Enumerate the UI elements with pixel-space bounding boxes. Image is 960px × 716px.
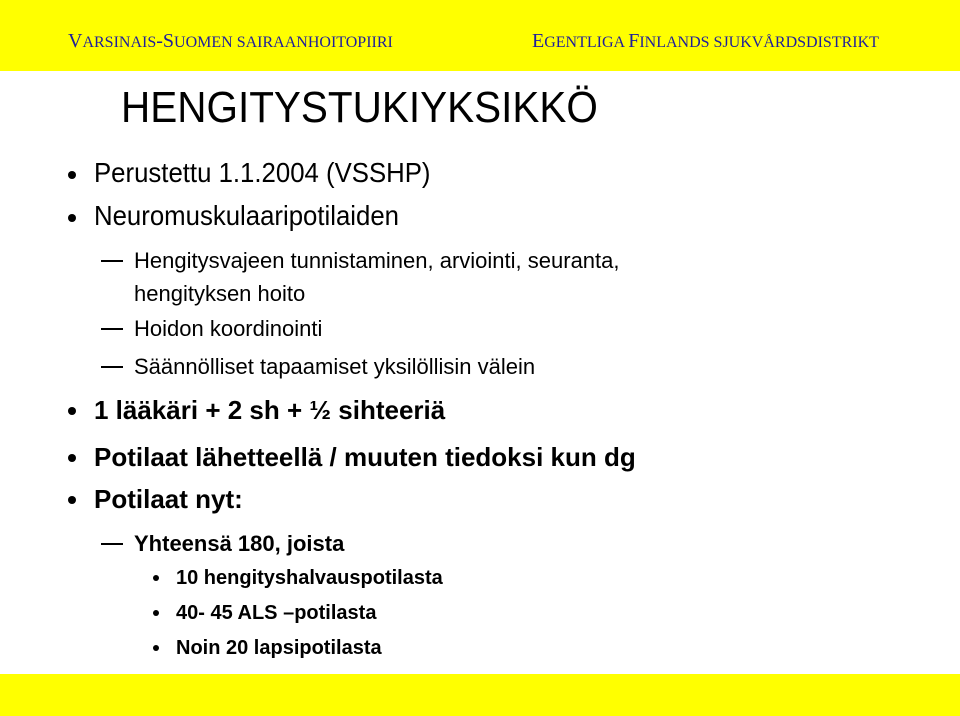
item-respiratory-assessment: Hengitysvajeen tunnistaminen, arviointi, seuranta,: [134, 248, 620, 273]
dash-icon: [101, 366, 123, 368]
header-left-text: [68, 30, 393, 53]
footer-bar: [0, 674, 960, 716]
item-staff: 1 lääkäri + 2 sh + ½ sihteeriä: [94, 395, 446, 425]
dash-icon: [101, 260, 123, 262]
header-left-separator: -S: [156, 30, 175, 52]
header-left-part2: UOMEN SAIRAANHOITOPIIRI: [174, 34, 393, 51]
header-bar: [0, 0, 960, 71]
item-patients-now: Potilaat nyt:: [94, 484, 243, 514]
header-left-initial: V: [68, 30, 83, 52]
header-right-text: [532, 30, 879, 53]
item-ventilation-patients: 10 hengityshalvauspotilasta: [176, 567, 443, 589]
item-patient-group: Neuromuskulaaripotilaiden: [94, 200, 399, 231]
header-right-part2: INLANDS SJUKVÅRDSDISTRIKT: [639, 34, 879, 51]
item-founded: Perustettu 1.1.2004 (VSSHP): [94, 157, 431, 188]
item-respiratory-assessment-cont: hengityksen hoito: [134, 281, 306, 306]
slide-title: HENGITYSTUKIYKSIKKÖ: [121, 83, 598, 132]
item-regular-meetings: Säännölliset tapaamiset yksilöllisin välein: [134, 354, 536, 379]
bullet-icon: [153, 645, 159, 651]
dash-icon: [101, 543, 123, 545]
bullet-icon: [68, 454, 76, 462]
dash-icon: [101, 328, 123, 330]
header-right-mid-initial: F: [628, 30, 640, 52]
item-referral: Potilaat lähetteellä / muuten tiedoksi kun dg: [94, 442, 636, 472]
item-total: Yhteensä 180, joista: [134, 531, 345, 556]
bullet-icon: [68, 171, 76, 179]
bullet-icon: [68, 496, 76, 504]
header-right-initial: E: [532, 30, 545, 52]
item-child-patients: Noin 20 lapsipotilasta: [176, 637, 382, 659]
bullet-icon: [153, 610, 159, 616]
bullet-icon: [68, 407, 76, 415]
header-right-part1: GENTLIGA: [544, 34, 629, 51]
bullet-icon: [153, 575, 159, 581]
item-care-coordination: Hoidon koordinointi: [134, 316, 323, 341]
header-left-part1: ARSINAIS: [82, 34, 157, 51]
item-als-patients: 40- 45 ALS –potilasta: [176, 602, 377, 624]
bullet-icon: [68, 214, 76, 222]
